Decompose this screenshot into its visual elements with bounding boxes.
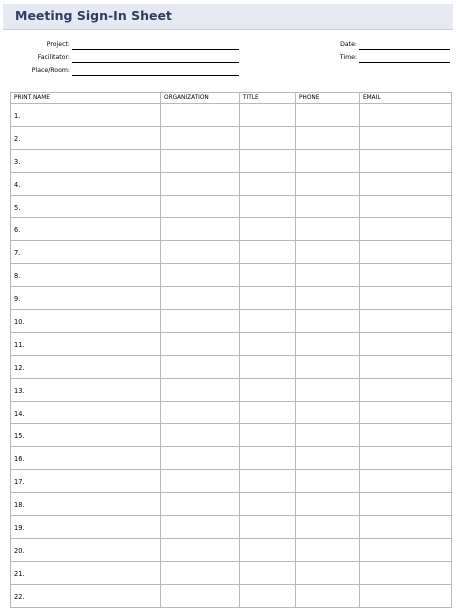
row-number: 5. xyxy=(11,195,161,218)
phone-cell[interactable] xyxy=(296,378,360,401)
table-row xyxy=(11,126,452,149)
organization-cell[interactable] xyxy=(161,287,240,310)
phone-cell[interactable] xyxy=(296,538,360,561)
row-number: 18. xyxy=(11,493,161,516)
column-header-email: EMAIL xyxy=(360,93,452,104)
table-row xyxy=(11,561,452,584)
email-cell[interactable] xyxy=(360,470,452,493)
phone-cell[interactable] xyxy=(296,561,360,584)
table-row xyxy=(11,332,452,355)
phone-cell[interactable] xyxy=(296,172,360,195)
title-cell[interactable] xyxy=(240,264,296,287)
phone-cell[interactable] xyxy=(296,447,360,470)
title-cell[interactable] xyxy=(240,378,296,401)
row-number: 10. xyxy=(11,310,161,333)
organization-cell[interactable] xyxy=(161,378,240,401)
title-cell[interactable] xyxy=(240,584,296,607)
row-number: 13. xyxy=(11,378,161,401)
table-row xyxy=(11,172,452,195)
date-field[interactable] xyxy=(359,49,450,50)
phone-cell[interactable] xyxy=(296,241,360,264)
email-cell[interactable] xyxy=(360,241,452,264)
row-number: 6. xyxy=(11,218,161,241)
title-cell[interactable] xyxy=(240,104,296,127)
email-cell[interactable] xyxy=(360,447,452,470)
row-number: 7. xyxy=(11,241,161,264)
row-number: 22. xyxy=(11,584,161,607)
sign-in-table xyxy=(10,92,452,608)
phone-cell[interactable] xyxy=(296,470,360,493)
table-row xyxy=(11,401,452,424)
phone-cell[interactable] xyxy=(296,218,360,241)
row-number: 9. xyxy=(11,287,161,310)
table-header-row xyxy=(11,93,452,104)
row-number: 1. xyxy=(11,104,161,127)
email-cell[interactable] xyxy=(360,172,452,195)
email-cell[interactable] xyxy=(360,287,452,310)
phone-cell[interactable] xyxy=(296,424,360,447)
row-number: 16. xyxy=(11,447,161,470)
organization-cell[interactable] xyxy=(161,470,240,493)
table-row xyxy=(11,447,452,470)
title-cell[interactable] xyxy=(240,218,296,241)
organization-cell[interactable] xyxy=(161,172,240,195)
time-field[interactable] xyxy=(359,62,450,63)
email-cell[interactable] xyxy=(360,355,452,378)
facilitator-label: Facilitator: xyxy=(37,54,70,61)
email-cell[interactable] xyxy=(360,401,452,424)
email-cell[interactable] xyxy=(360,218,452,241)
email-cell[interactable] xyxy=(360,149,452,172)
place-room-field[interactable] xyxy=(72,75,239,76)
title-cell[interactable] xyxy=(240,355,296,378)
column-header-print-name: PRINT NAME xyxy=(11,93,161,104)
row-number: 4. xyxy=(11,172,161,195)
title-cell[interactable] xyxy=(240,470,296,493)
row-number: 17. xyxy=(11,470,161,493)
organization-cell[interactable] xyxy=(161,264,240,287)
organization-cell[interactable] xyxy=(161,126,240,149)
facilitator-field[interactable] xyxy=(72,62,239,63)
email-cell[interactable] xyxy=(360,538,452,561)
organization-cell[interactable] xyxy=(161,104,240,127)
time-label: Time: xyxy=(339,54,357,61)
phone-cell[interactable] xyxy=(296,104,360,127)
table-row xyxy=(11,470,452,493)
email-cell[interactable] xyxy=(360,310,452,333)
phone-cell[interactable] xyxy=(296,493,360,516)
row-number: 11. xyxy=(11,332,161,355)
table-row xyxy=(11,218,452,241)
organization-cell[interactable] xyxy=(161,195,240,218)
title-cell[interactable] xyxy=(240,241,296,264)
page-title: Meeting Sign-In Sheet xyxy=(15,8,172,23)
row-number: 21. xyxy=(11,561,161,584)
email-cell[interactable] xyxy=(360,424,452,447)
table-row xyxy=(11,378,452,401)
email-cell[interactable] xyxy=(360,126,452,149)
table-row xyxy=(11,287,452,310)
row-number: 12. xyxy=(11,355,161,378)
organization-cell[interactable] xyxy=(161,561,240,584)
table-row xyxy=(11,264,452,287)
organization-cell[interactable] xyxy=(161,332,240,355)
phone-cell[interactable] xyxy=(296,195,360,218)
phone-cell[interactable] xyxy=(296,264,360,287)
table-row xyxy=(11,195,452,218)
organization-cell[interactable] xyxy=(161,241,240,264)
organization-cell[interactable] xyxy=(161,149,240,172)
email-cell[interactable] xyxy=(360,332,452,355)
phone-cell[interactable] xyxy=(296,401,360,424)
phone-cell[interactable] xyxy=(296,355,360,378)
title-bar xyxy=(3,4,453,30)
organization-cell[interactable] xyxy=(161,516,240,539)
organization-cell[interactable] xyxy=(161,584,240,607)
phone-cell[interactable] xyxy=(296,287,360,310)
title-cell[interactable] xyxy=(240,538,296,561)
email-cell[interactable] xyxy=(360,104,452,127)
row-number: 20. xyxy=(11,538,161,561)
title-cell[interactable] xyxy=(240,447,296,470)
column-header-phone: PHONE xyxy=(296,93,360,104)
table-row xyxy=(11,355,452,378)
email-cell[interactable] xyxy=(360,516,452,539)
phone-cell[interactable] xyxy=(296,584,360,607)
organization-cell[interactable] xyxy=(161,355,240,378)
row-number: 8. xyxy=(11,264,161,287)
table-row xyxy=(11,310,452,333)
organization-cell[interactable] xyxy=(161,538,240,561)
table-row xyxy=(11,424,452,447)
table-row xyxy=(11,149,452,172)
organization-cell[interactable] xyxy=(161,401,240,424)
email-cell[interactable] xyxy=(360,195,452,218)
row-number: 14. xyxy=(11,401,161,424)
table-row xyxy=(11,538,452,561)
organization-cell[interactable] xyxy=(161,310,240,333)
title-cell[interactable] xyxy=(240,287,296,310)
phone-cell[interactable] xyxy=(296,332,360,355)
title-cell[interactable] xyxy=(240,401,296,424)
organization-cell[interactable] xyxy=(161,493,240,516)
organization-cell[interactable] xyxy=(161,424,240,447)
title-cell[interactable] xyxy=(240,310,296,333)
row-number: 15. xyxy=(11,424,161,447)
column-header-organization: ORGANIZATION xyxy=(161,93,240,104)
table-row xyxy=(11,493,452,516)
project-field[interactable] xyxy=(72,49,239,50)
phone-cell[interactable] xyxy=(296,149,360,172)
title-cell[interactable] xyxy=(240,332,296,355)
table-row xyxy=(11,516,452,539)
title-cell[interactable] xyxy=(240,424,296,447)
table-row xyxy=(11,104,452,127)
organization-cell[interactable] xyxy=(161,447,240,470)
title-cell[interactable] xyxy=(240,195,296,218)
place-room-label: Place/Room: xyxy=(31,67,70,74)
row-number: 19. xyxy=(11,516,161,539)
phone-cell[interactable] xyxy=(296,126,360,149)
row-number: 3. xyxy=(11,149,161,172)
email-cell[interactable] xyxy=(360,493,452,516)
project-label: Project: xyxy=(46,41,70,48)
title-cell[interactable] xyxy=(240,493,296,516)
title-cell[interactable] xyxy=(240,516,296,539)
row-number: 2. xyxy=(11,126,161,149)
email-cell[interactable] xyxy=(360,378,452,401)
email-cell[interactable] xyxy=(360,561,452,584)
title-cell[interactable] xyxy=(240,172,296,195)
phone-cell[interactable] xyxy=(296,516,360,539)
title-cell[interactable] xyxy=(240,126,296,149)
organization-cell[interactable] xyxy=(161,218,240,241)
table-row xyxy=(11,241,452,264)
email-cell[interactable] xyxy=(360,584,452,607)
table-row xyxy=(11,584,452,607)
date-label: Date: xyxy=(340,41,357,48)
phone-cell[interactable] xyxy=(296,310,360,333)
column-header-title: TITLE xyxy=(240,93,296,104)
email-cell[interactable] xyxy=(360,264,452,287)
title-cell[interactable] xyxy=(240,149,296,172)
title-cell[interactable] xyxy=(240,561,296,584)
